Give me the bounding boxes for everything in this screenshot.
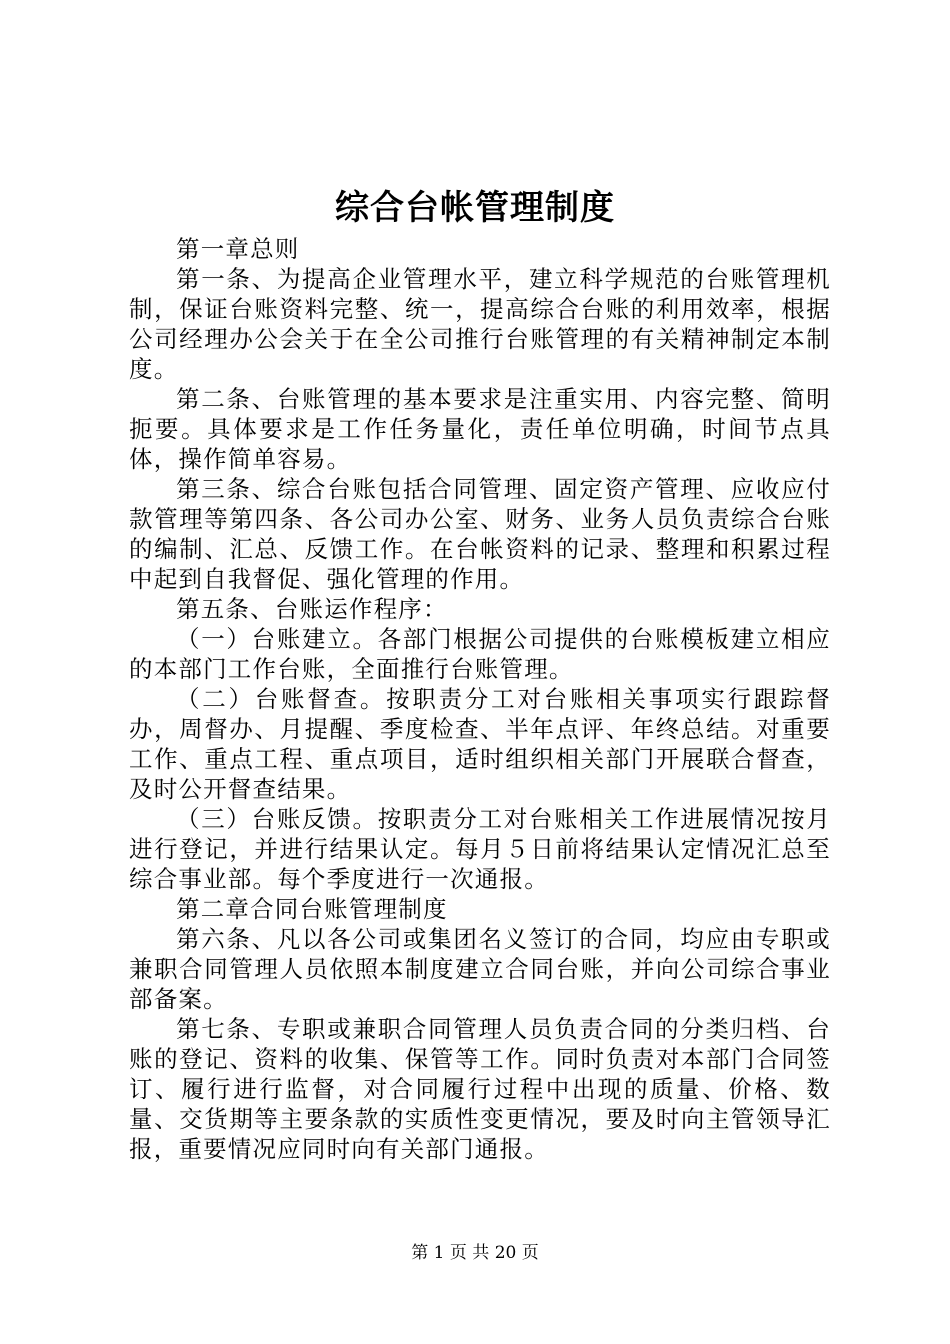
procedure-item-1: （一）台账建立。各部门根据公司提供的台账模板建立相应的本部门工作台账，全面推行台账管理。 [129,625,831,683]
article-3-4: 第三条、综合台账包括合同管理、固定资产管理、应收应付款管理等第四条、各公司办公室、财务、业务人员负责综合台账的编制、汇总、反馈工作。在台帐资料的记录、整理和积累过程中起到自我督促、强化管理的作用。 [129,475,831,593]
document-body [129,234,831,1164]
article-7: 第七条、专职或兼职合同管理人员负责合同的分类归档、台账的登记、资料的收集、保管等工作。同时负责对本部门合同签订、履行进行监督，对合同履行过程中出现的质量、价格、数量、交货期等主要条款的实质性变更情况，要及时向主管领导汇报，重要情况应同时向有关部门通报。 [129,1015,831,1163]
article-5: 第五条、台账运作程序： [176,595,448,623]
procedure-item-3: （三）台账反馈。按职责分工对台账相关工作进展情况按月进行登记，并进行结果认定。每月５日前将结果认定情况汇总至综合事业部。每个季度进行一次通报。 [129,805,831,893]
document-title: 综合台帐管理制度 [335,188,615,228]
article-2: 第二条、台账管理的基本要求是注重实用、内容完整、简明扼要。具体要求是工作任务量化，责任单位明确，时间节点具体，操作简单容易。 [129,385,831,473]
page-number-footer: 第 1 页 共 20 页 [411,1243,539,1263]
procedure-item-2: （二）台账督查。按职责分工对台账相关事项实行跟踪督办，周督办、月提醒、季度检查、半年点评、年终总结。对重要工作、重点工程、重点项目，适时组织相关部门开展联合督查，及时公开督查结果。 [129,685,831,803]
article-6: 第六条、凡以各公司或集团名义签订的合同，均应由专职或兼职合同管理人员依照本制度建立合同台账，并向公司综合事业部备案。 [129,925,831,1013]
chapter-heading-1: 第一章总则 [176,235,300,263]
article-1: 第一条、为提高企业管理水平，建立科学规范的台账管理机制，保证台账资料完整、统一，提高综合台账的利用效率，根据公司经理办公会关于在全公司推行台账管理的有关精神制定本制度。 [129,265,831,383]
chapter-heading-2: 第二章合同台账管理制度 [176,895,448,923]
